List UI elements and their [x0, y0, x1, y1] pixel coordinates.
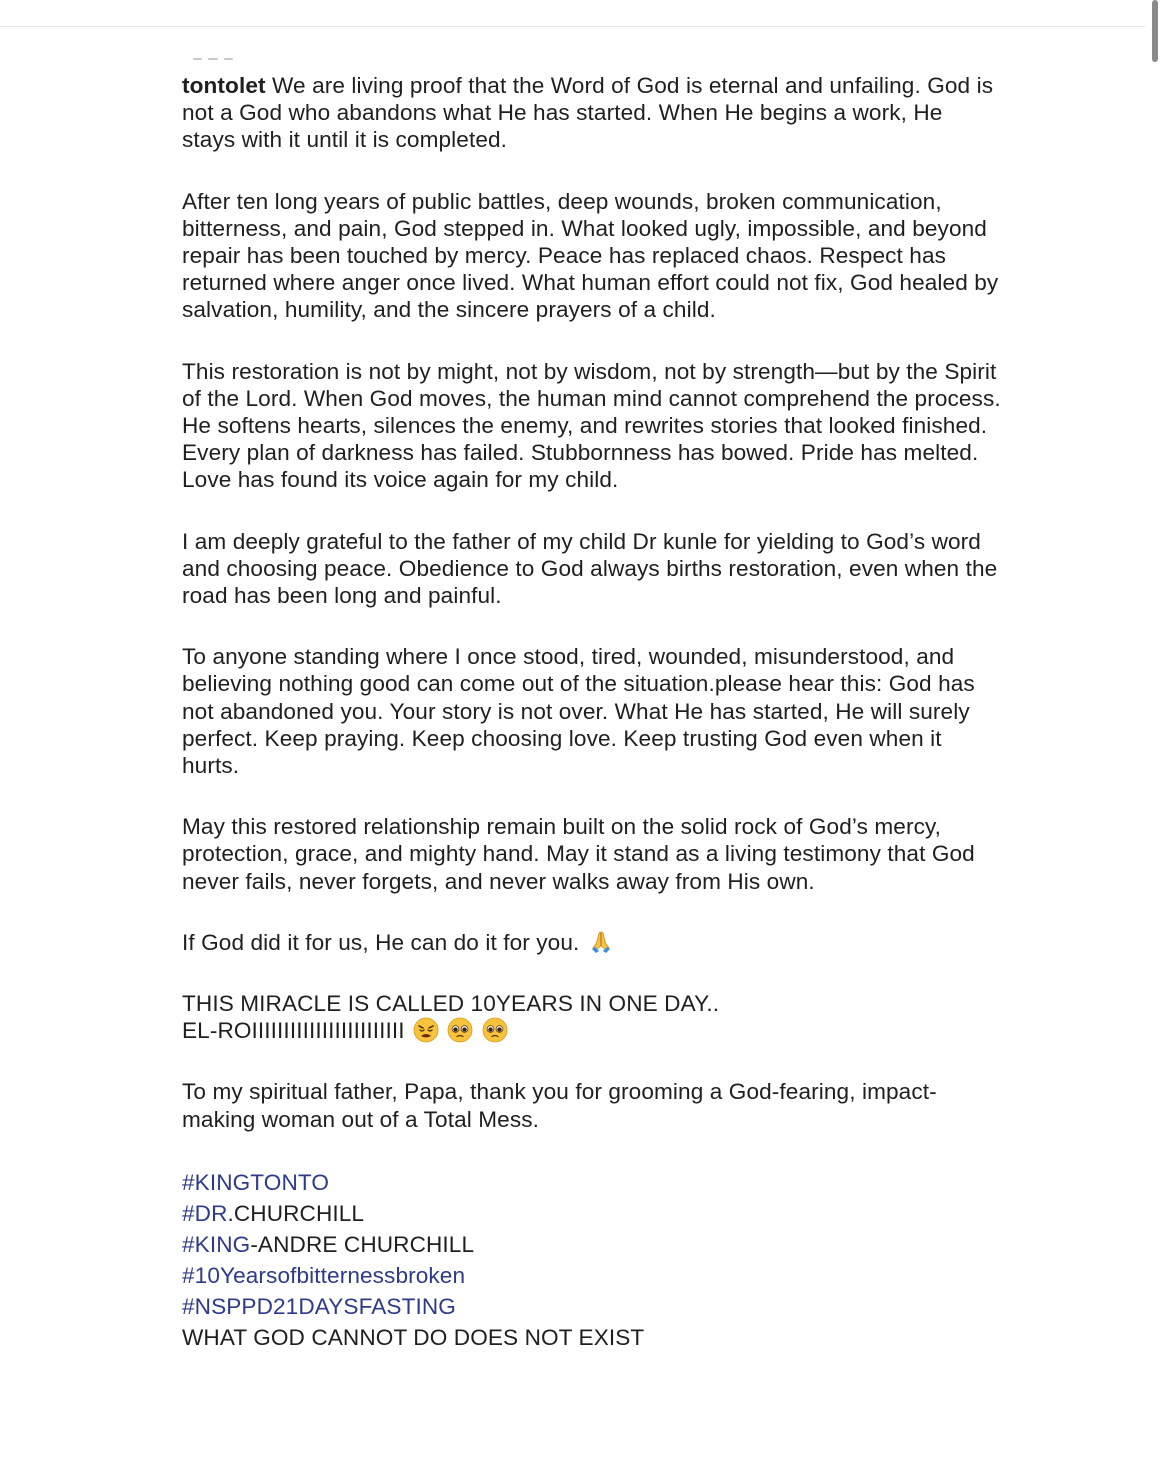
- hashtag-list: [182, 1167, 1002, 1353]
- hashtag-item: #DR.CHURCHILL: [182, 1200, 365, 1226]
- hashtag-item: [182, 1167, 1002, 1198]
- hashtag-link[interactable]: #KINGTONTO: [182, 1169, 330, 1195]
- caption-paragraph-2: After ten long years of public battles, deep wounds, broken communication, bitterness, and pain, God stepped in. What looked ugly, impossible, and beyond repair has been touched by mercy. Peace has replaced chaos. Respect has returned where anger once lived. What human effort could not fix, God healed by salvation, humility, and the sincere prayers of a child.: [182, 188, 999, 323]
- miracle-block: THIS MIRACLE IS CALLED 10YEARS IN ONE DAY.. EL-ROIIIIIIIIIIIIIIIIIIIIIIII: [182, 991, 720, 1044]
- pleading-face-icon: [447, 1017, 473, 1043]
- hashtag-link[interactable]: #NSPPD21DAYSFASTING: [182, 1293, 456, 1319]
- hashtag-item: #KING-ANDRE CHURCHILL: [182, 1231, 475, 1257]
- hashtag-link[interactable]: #10Yearsofbitternessbroken: [182, 1262, 466, 1288]
- caption-paragraph-4: I am deeply grateful to the father of my child Dr kunle for yielding to God’s word and choosing peace. Obedience to God always births restoration, even when the road has been long and painful.: [182, 528, 998, 609]
- hashtag-item: [182, 1260, 1002, 1291]
- hashtag-link[interactable]: #KING: [182, 1231, 251, 1257]
- weary-face-icon: [413, 1017, 439, 1043]
- caption-paragraph-3: This restoration is not by might, not by wisdom, not by strength—but by the Spirit of the Lord. When God moves, the human mind cannot comprehend the process. He softens hearts, silences the enemy, and rewrites stories that looked finished. Every plan of darkness has failed. Stubbornness has bowed. Pride has melted. Love has found its voice again for my child.: [182, 358, 1001, 493]
- folded-hands-icon: [588, 929, 614, 955]
- caption-text: We are living proof that the Word of God is eternal and unfailing. God is not a God who abandons what He has started. When He begins a work, He stays with it until it is completed.: [182, 73, 994, 153]
- caption-paragraph-1: [182, 72, 1002, 154]
- hashtag-link[interactable]: #DR: [182, 1200, 228, 1226]
- hashtag-item: [182, 1291, 1002, 1322]
- closing-line: If God did it for us, He can do it for you.: [182, 929, 1002, 956]
- caption-paragraph-5: To anyone standing where I once stood, tired, wounded, misunderstood, and believing nothing good can come out of the situation.please hear this: God has not abandoned you. Your story is not over. What He has started, He will surely perfect. Keep praying. Keep choosing love. Keep trusting God even when it hurts.: [182, 644, 975, 779]
- top-divider: [0, 26, 1145, 27]
- final-line: WHAT GOD CANNOT DO DOES NOT EXIST: [182, 1324, 645, 1350]
- username-link[interactable]: tontolet: [182, 73, 266, 98]
- post-caption: [182, 72, 1002, 1353]
- thanks-paragraph: To my spiritual father, Papa, thank you for grooming a God-fearing, impact-making woman out of a Total Mess.: [182, 1079, 937, 1132]
- scrollbar-thumb[interactable]: [1152, 0, 1158, 62]
- more-options-dots[interactable]: [193, 58, 233, 62]
- caption-paragraph-6: May this restored relationship remain built on the solid rock of God’s mercy, protection, grace, and mighty hand. May it stand as a living testimony that God never fails, never forgets, and never walks away from His own.: [182, 814, 975, 894]
- pleading-face-icon: [482, 1017, 508, 1043]
